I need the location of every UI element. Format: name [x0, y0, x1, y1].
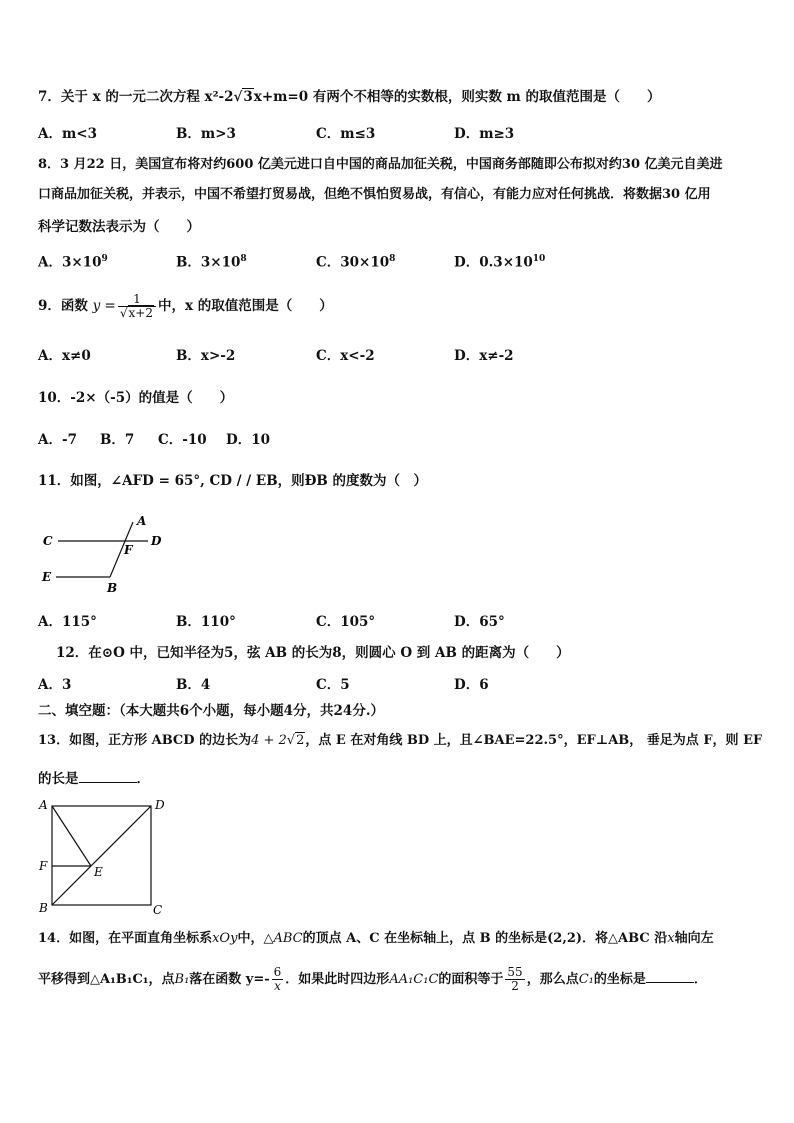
q8-option-c[interactable]: C．$30\times 10^8$ [316, 254, 396, 271]
q14-stem-a: 14．如图，在平面直角坐标系 [38, 931, 213, 946]
q8-line2: 口商品加征关税，并表示，中国不希望打贸易战，但绝不惧怕贸易战，有信心，有能力应对任何挑战．将数据30 亿用 [38, 187, 711, 202]
q10-option-d[interactable]: D．10 [226, 432, 270, 448]
label-c: C [43, 534, 53, 548]
q14-line2-c: ．如果此时四边形 [285, 972, 390, 987]
q14-line2-b: 落在函数 y=- [189, 972, 270, 987]
q12-option-c[interactable]: C．5 [316, 677, 350, 693]
q14-xoy: xOy [212, 931, 238, 946]
q9-option-a[interactable]: A．x≠0 [38, 348, 91, 364]
q7-sqrt-radicand: 3 [243, 89, 253, 105]
q14-stem-d: 轴向左 [674, 931, 714, 946]
q14-line2-d: 的面积等于 [438, 972, 504, 987]
label-d: D [155, 798, 165, 812]
q13-line2-text: 的长是 [38, 771, 79, 787]
label-f: F [124, 543, 133, 557]
q14-quad: AA₁C₁C [389, 972, 439, 987]
q12-option-b[interactable]: B．4 [176, 677, 211, 693]
q10-options [38, 431, 270, 449]
q11-options [38, 613, 505, 631]
q14-c1: C₁ [578, 972, 594, 987]
section-heading-fill-in: 二、填空题：（本大题共6个小题，每小题4分，共24分.） [38, 703, 385, 719]
q12-options [38, 676, 489, 694]
q7-option-b[interactable]: B．m>3 [176, 126, 236, 142]
q14-line2-f: 的坐标是 [593, 972, 646, 987]
label-c: C [153, 903, 163, 917]
q14-func-fraction [272, 966, 284, 993]
q10-stem: 10．-2×（-5）的值是（ ） [38, 390, 234, 406]
label-b: B [107, 581, 118, 595]
q11-figure [38, 510, 178, 600]
q9-fraction [118, 293, 156, 320]
q8-line3: 科学记数法表示为（ ） [38, 219, 200, 235]
label-f: F [39, 859, 48, 873]
q9-option-c[interactable]: C．x<-2 [316, 348, 375, 364]
q8-line1: 8．3 月22 日，美国宣布将对约600 亿美元进口自中国的商品加征关税，中国商务部随即公布拟对约30 亿美元自美进 [38, 157, 723, 172]
q9-stem-a: 9．函数 [38, 298, 88, 314]
q14-func-denominator: x [274, 979, 281, 993]
q14-x: x [667, 931, 675, 946]
q11-option-a[interactable]: A．115° [38, 614, 97, 630]
q9-denominator [118, 307, 156, 320]
q10-option-c[interactable]: C．-10 [158, 432, 207, 448]
sqrt-symbol: √ [286, 733, 296, 748]
sqrt-symbol: √ [233, 89, 243, 105]
q13-line2 [38, 770, 150, 788]
q13-end: ． [136, 771, 150, 787]
sqrt-symbol: √ [119, 306, 128, 320]
q14-end: ． [693, 972, 707, 987]
q14-area-numerator: 55 [507, 965, 523, 979]
label-e: E [42, 570, 52, 584]
label-b: B [39, 901, 48, 915]
q13-stem-a: 13．如图，正方形 ABCD 的边长为 [38, 733, 252, 748]
q9-option-b[interactable]: B．x>-2 [176, 348, 236, 364]
q7-stem-b: x+m=0 有两个不相等的实数根，则实数 m 的取值范围是（ ） [253, 89, 661, 105]
q8-options [38, 250, 545, 272]
q14-stem-b: 中， [237, 931, 264, 946]
q9-func-lhs: y = [92, 298, 116, 314]
segment-ae [52, 806, 91, 866]
q7-stem-a: 7．关于 x 的一元二次方程 x²-2 [38, 89, 234, 105]
q13-figure [34, 796, 174, 918]
q9-stem-b: 中，x 的取值范围是（ ） [157, 298, 333, 314]
q9-options [38, 347, 514, 365]
q11-option-c[interactable]: C．105° [316, 614, 376, 630]
q7-options [38, 125, 514, 143]
q9-den-radicand: x+2 [128, 306, 153, 320]
label-a: A [39, 798, 48, 812]
q9-numerator: 1 [118, 293, 156, 307]
q14-line2-e: ，那么点 [526, 972, 579, 987]
q14-triangle: △ABC [263, 931, 303, 946]
q14-answer-blank[interactable] [646, 982, 694, 983]
q10-option-b[interactable]: B．7 [100, 432, 135, 448]
diagonal-bd [52, 806, 151, 905]
q11-stem: 11．如图，∠AFD = 65°, CD / / EB，则ÐB 的度数为（ ） [38, 473, 428, 489]
q13-stem [38, 732, 762, 750]
q9-stem [38, 290, 333, 322]
q7-option-a[interactable]: A．m<3 [38, 126, 97, 142]
q10-option-a[interactable]: A．-7 [38, 432, 77, 448]
q14-stem-c: 的顶点 A、C 在坐标轴上，点 B 的坐标是(2,2)．将△ABC 沿 [302, 931, 668, 946]
q13-answer-blank[interactable] [79, 782, 137, 783]
q11-option-b[interactable]: B．110° [176, 614, 236, 630]
q7-option-d[interactable]: D．m≥3 [454, 126, 515, 142]
q14-area-fraction [505, 966, 524, 993]
q12-option-d[interactable]: D．6 [454, 677, 489, 693]
label-e: E [94, 865, 103, 879]
q13-stem-b: ，点 E 在对角线 BD 上，且∠BAE=22.5°，EF⊥AB， 垂足为点 F，则 EF [305, 733, 763, 748]
q9-option-d[interactable]: D．x≠-2 [454, 348, 514, 364]
q8-option-a[interactable]: A．$3\times 10^9$ [38, 254, 108, 271]
q11-option-d[interactable]: D．65° [454, 614, 505, 630]
q8-option-b[interactable]: B．$3\times 10^8$ [176, 254, 247, 271]
q12-stem: 12．在⊙O 中，已知半径为5，弦 AB 的长为8，则圆心 O 到 AB 的距离为（ ） [56, 645, 570, 661]
label-a: A [137, 514, 147, 528]
q12-option-a[interactable]: A．3 [38, 677, 72, 693]
q7-stem [38, 88, 661, 106]
q7-option-c[interactable]: C．m≤3 [316, 126, 376, 142]
q13-sqrt-radicand: 2 [296, 733, 305, 748]
q13-side-expr: 4 + 2 [251, 733, 287, 748]
q14-line2 [38, 962, 707, 998]
q14-func-numerator: 6 [273, 965, 282, 979]
q14-area-denominator: 2 [511, 979, 519, 993]
q14-line1 [38, 930, 714, 948]
label-d: D [151, 534, 162, 548]
q8-option-d[interactable]: D．$0.3\times 10^{10}$ [454, 254, 546, 271]
q14-line2-a: 平移得到△A₁B₁C₁，点 [38, 972, 175, 987]
q14-b1: B₁ [174, 972, 190, 987]
